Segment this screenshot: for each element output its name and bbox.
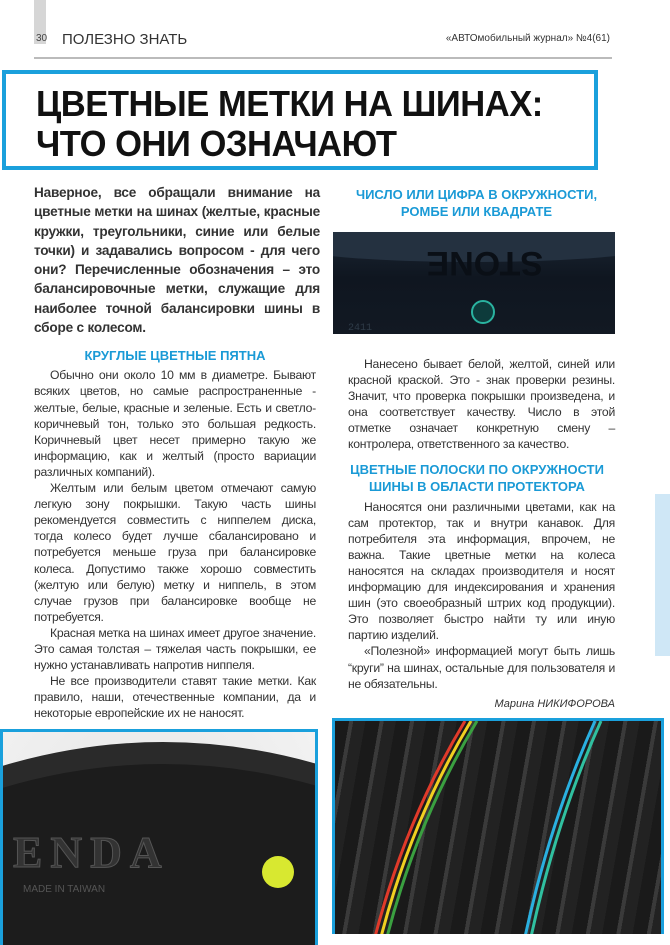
yellow-balance-spot	[262, 856, 294, 888]
section-body-color-stripes	[348, 499, 615, 692]
section-heading-number-mark: ЧИСЛО ИЛИ ЦИФРА В ОКРУЖНОСТИ, РОМБЕ ИЛИ КВАДРАТЕ	[355, 187, 598, 219]
left-column	[0, 183, 320, 945]
section-body-number-mark	[348, 356, 615, 453]
right-column	[332, 186, 670, 934]
tire-origin-text: MADE IN TAIWAN	[23, 884, 106, 896]
paragraph: Обычно они около 10 мм в диаметре. Бывают всяких цветов, но самые распространенные - желтые, белые, красные и зеленые. Есть и светло-коричневый тон, только это большая редкость. Коричневый цвет несет примерно такую же информацию, как и желтый (просто вариации различных компаний).	[34, 368, 316, 479]
tire-tread-stripes-photo	[332, 718, 664, 934]
page-side-tab	[655, 494, 670, 656]
paragraph: Не все производители ставят такие метки. Как правило, наши, отечественные компании, да и некоторые европейские их не наносят.	[34, 674, 316, 721]
section-heading-color-stripes: ЦВЕТНЫЕ ПОЛОСКИ ПО ОКРУЖНОСТИ ШИНЫ В ОБЛАСТИ ПРОТЕКТОРА	[350, 461, 604, 494]
tire-balance-spot-photo	[0, 729, 318, 945]
paragraph: Красная метка на шинах имеет другое значение. Это самая толстая – тяжелая часть покрышки, ее нужно устанавливать напротив ниппеля.	[34, 625, 316, 673]
green-quality-mark	[472, 301, 494, 323]
tire-quality-mark-photo	[333, 232, 615, 334]
tire-brand-text: ENDA	[13, 828, 170, 878]
paragraph: Нанесено бывает белой, желтой, синей или красной краской. Это - знак проверки резины. Значит, что проверка покрышки произведена, и она соответствует качеству. Число в этой отметке означает конкретную смену – контролера, ответственного за качество.	[348, 357, 615, 452]
page-number: 30	[36, 33, 48, 44]
tire-sidewall-image	[3, 732, 315, 945]
tire-sidewall-image	[333, 232, 615, 334]
article-title-line2: ЧТО ОНИ ОЗНАЧАЮТ	[36, 123, 397, 164]
tire-code-text: 2411	[348, 323, 373, 334]
section-body-round-spots	[34, 367, 316, 721]
author-byline: Марина НИКИФОРОВА	[494, 697, 615, 710]
header-divider	[34, 57, 612, 59]
right-column-text	[332, 334, 670, 710]
paragraph: Наносятся они различными цветами, как на сам протектор, так и внутри канавок. Для потребителя эта информация, впрочем, не важна. Такие цветные метки на колеса наносятся на складах производителя и носят информацию для индексирования и хранения шин (это своеобразный штрих код продукции). Это позволяет быстро найти ту или иную партию изделий.	[348, 499, 615, 643]
article-lead: Наверное, все обращали внимание на цветные метки на шинах (желтые, красные кружки, треугольники, синие или белые точки) и задавались вопросом - для чего они? Перечисленные обозначения – это балансировочные метки, служащие для наиболее точной балансировки шины в сборе с колесом.	[34, 185, 320, 336]
tire-brand-text: STONE	[426, 244, 543, 282]
paragraph: «Полезной» информацией могут быть лишь “круги” на шинах, остальные для пользователя и не обязательны.	[348, 644, 615, 691]
tread-image	[335, 721, 661, 934]
section-heading-round-spots: КРУГЛЫЕ ЦВЕТНЫЕ ПЯТНА	[84, 348, 266, 364]
paragraph: Желтым или белым цветом отмечают самую легкую зону покрышки. Такую часть шины рекомендуется совместить с ниппелем диска, тогда колесо будет лучше сбалансировано и потребуется меньше груза при балансировке колеса. Допустимо также хорошо совместить (желтую или белую) метку и ниппель, в этом случае грузов при балансировке вообще не потребуется.	[34, 481, 316, 624]
article-title-box	[2, 70, 598, 170]
magazine-issue: «АВТОмобильный журнал» №4(61)	[445, 33, 610, 44]
section-label: ПОЛЕЗНО ЗНАТЬ	[62, 31, 188, 48]
article-title-line1: ЦВЕТНЫЕ МЕТКИ НА ШИНАХ:	[36, 83, 543, 124]
